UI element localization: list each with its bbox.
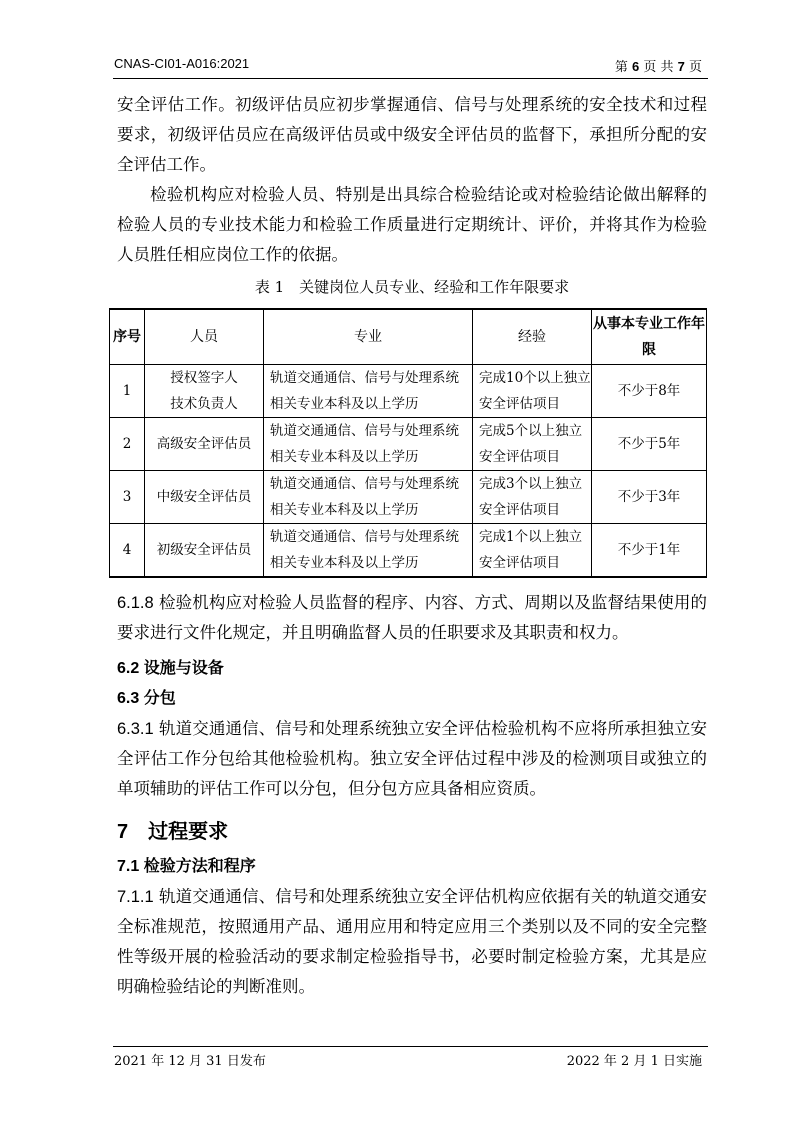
table-caption: 表 1 关键岗位人员专业、经验和工作年限要求 [254,278,570,296]
footer-rule [113,1046,708,1047]
heading-6-3: 6.3 分包 [117,690,176,707]
clause-7-1-1 [117,882,707,1002]
page-prefix: 第 [614,60,632,75]
header-rule [113,78,708,79]
cell-seq: 2 [110,418,145,471]
header-person: 人员 [145,309,264,365]
clause-text: 轨道交通通信、信号和处理系统独立安全评估检验机构不应将所承担独立安全评估工作分包给其他检验机构。独立安全评估过程中涉及的检测项目或独立的单项辅助的评估工作可以分包，但分包方应具备相应资质。 [117,719,707,798]
total-pages: 7 [677,59,685,74]
cell-person: 中级安全评估员 [145,471,264,524]
table-row [110,471,707,524]
cell-seq: 1 [110,365,145,418]
paragraph-evaluation: 检验机构应对检验人员、特别是出具综合检验结论或对检验结论做出解释的检验人员的专业技术能力和检验工作质量进行定期统计、评价，并将其作为检验人员胜任相应岗位工作的依据。 [117,185,707,264]
cell-seq: 4 [110,524,145,578]
cell-person: 授权签字人 技术负责人 [145,365,264,418]
cell-seq: 3 [110,471,145,524]
page-number [615,56,702,75]
header-experience: 经验 [473,309,592,365]
page-body [113,90,707,1002]
clause-text: 轨道交通通信、信号和处理系统独立安全评估机构应依据有关的轨道交通安全标准规范，按照通用产品、通用应用和特定应用三个类别以及不同的安全完整性等级开展的检验活动的要求制定检验指导书，必要时制定检验方案，尤其是应明确检验结论的判断准则。 [117,887,707,996]
cell-major: 轨道交通通信、信号与处理系统相关专业本科及以上学历 [264,418,473,471]
cell-experience: 完成10个以上独立安全评估项目 [473,365,592,418]
cell-years: 不少于3年 [592,471,707,524]
cell-major: 轨道交通通信、信号与处理系统相关专业本科及以上学历 [264,365,473,418]
header-major: 专业 [264,309,473,365]
heading-7-1: 7.1 检验方法和程序 [117,858,256,875]
cell-experience: 完成5个以上独立安全评估项目 [473,418,592,471]
current-page: 6 [631,59,640,74]
clause-number: 7.1.1 [117,888,154,906]
table-row [110,365,707,418]
clause-text: 检验机构应对检验人员监督的程序、内容、方式、周期以及监督结果使用的要求进行文件化规定，并且明确监督人员的任职要求及其职责和权力。 [117,593,707,642]
header-seq: 序号 [110,309,145,365]
cell-major: 轨道交通通信、信号与处理系统相关专业本科及以上学历 [264,471,473,524]
clause-6-1-8 [117,588,707,648]
clause-6-3-1 [117,714,707,804]
page-mid: 页 共 [639,60,678,75]
cell-experience: 完成1个以上独立安全评估项目 [473,524,592,578]
heading-6-2: 6.2 设施与设备 [117,660,224,677]
cell-years: 不少于8年 [592,365,707,418]
cell-major: 轨道交通通信、信号与处理系统相关专业本科及以上学历 [264,524,473,578]
table-header-row [110,309,707,365]
paragraph-continuation: 安全评估工作。初级评估员应初步掌握通信、信号与处理系统的安全技术和过程要求，初级评估员应在高级评估员或中级安全评估员的监督下，承担所分配的安全评估工作。 [117,95,707,174]
table-row [110,418,707,471]
page-suffix: 页 [684,60,702,75]
cell-years: 不少于5年 [592,418,707,471]
cell-person: 初级安全评估员 [145,524,264,578]
document-id: CNAS-CI01-A016:2021 [114,56,250,71]
clause-number: 6.1.8 [117,594,154,612]
cell-years: 不少于1年 [592,524,707,578]
personnel-requirements-table [109,308,707,578]
header-years: 从事本专业工作年限 [592,309,707,365]
table-row [110,524,707,578]
effective-date: 2022 年 2 月 1 日实施 [566,1054,702,1069]
clause-number: 6.3.1 [117,720,154,738]
cell-experience: 完成3个以上独立安全评估项目 [473,471,592,524]
cell-person: 高级安全评估员 [145,418,264,471]
heading-7: 7 过程要求 [117,821,229,843]
issue-date: 2021 年 12 月 31 日发布 [114,1054,266,1069]
